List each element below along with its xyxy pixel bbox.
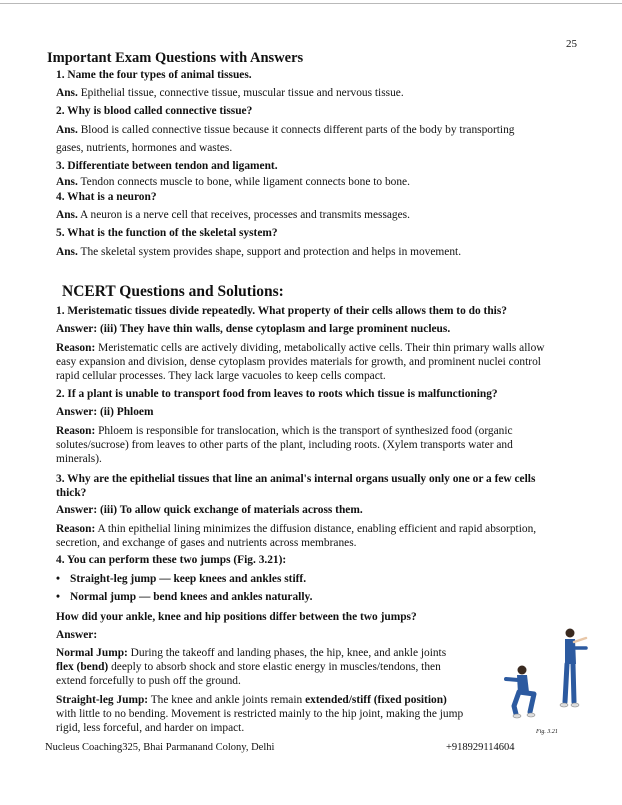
ncert-question-2: 2. If a plant is unable to transport food from leaves to roots which tissue is malfunctioning? — [56, 388, 498, 400]
page-number: 25 — [566, 38, 577, 50]
ncert-reason-3-line2: secretion, and exchange of gases and nutrients across membranes. — [56, 537, 357, 549]
ncert-question-3: 3. Why are the epithelial tissues that line an animal's internal organs usually only one or a few cells — [56, 473, 536, 485]
exam-question-2: 2. Why is blood called connective tissue? — [56, 105, 253, 117]
ncert-answer-3: Answer: (iii) To allow quick exchange of materials across them. — [56, 504, 363, 516]
exam-question-4: 4. What is a neuron? — [56, 191, 157, 203]
ncert-answer-4-label: Answer: — [56, 629, 98, 641]
ncert-reason-1-line3: rapid cellular processes. They lack large vacuoles to keep cells compact. — [56, 370, 386, 382]
ncert-reason-3: Reason: A thin epithelial lining minimizes the diffusion distance, enabling efficient and rapid absorption, — [56, 523, 537, 535]
jump-figure-illustration — [500, 622, 595, 727]
normal-jump-answer: Normal Jump: During the takeoff and landing phases, the hip, knee, and ankle joints — [56, 647, 447, 659]
ncert-question-1: 1. Meristematic tissues divide repeatedly. What property of their cells allows them to do this? — [56, 305, 507, 317]
top-border-line — [0, 3, 622, 4]
exam-answer-3: Ans. Tendon connects muscle to bone, while ligament connects bone to bone. — [56, 176, 410, 188]
straight-jump-answer: Straight-leg Jump: The knee and ankle joints remain extended/stiff (fixed position) — [56, 694, 447, 706]
exam-question-3: 3. Differentiate between tendon and ligament. — [56, 160, 278, 172]
normal-jump-answer-line2: flex (bend) deeply to absorb shock and store elastic energy in muscles/tendons, then — [56, 661, 441, 673]
section-title-exam-questions: Important Exam Questions with Answers — [47, 50, 304, 66]
squatting-person-icon — [506, 666, 535, 719]
exam-answer-1: Ans. Epithelial tissue, connective tissue, muscular tissue and nervous tissue. — [56, 87, 404, 99]
straight-jump-answer-line3: rigid, less forceful, and harder on impact. — [56, 722, 245, 734]
ncert-question-4: 4. You can perform these two jumps (Fig. 3.21): — [56, 554, 287, 566]
bullet-normal-jump: • Normal jump — bend knees and ankles naturally. — [56, 591, 313, 603]
footer-address: Nucleus Coaching325, Bhai Parmanand Colony, Delhi — [45, 742, 275, 753]
ncert-question-3-line2: thick? — [56, 487, 87, 499]
ncert-reason-2: Reason: Phloem is responsible for translocation, which is the transport of synthesized food (organic — [56, 425, 513, 437]
bullet-straight-leg-jump: • Straight-leg jump — keep knees and ankles stiff. — [56, 573, 307, 585]
ncert-answer-2: Answer: (ii) Phloem — [56, 406, 154, 418]
ncert-reason-2-line3: minerals). — [56, 453, 102, 465]
exam-answer-4: Ans. A neuron is a nerve cell that receives, processes and transmits messages. — [56, 209, 410, 221]
footer-phone: +918929114604 — [446, 742, 515, 753]
ncert-question-4-sub: How did your ankle, knee and hip positions differ between the two jumps? — [56, 611, 417, 623]
exam-question-5: 5. What is the function of the skeletal system? — [56, 227, 278, 239]
exam-question-1: 1. Name the four types of animal tissues. — [56, 69, 252, 81]
straight-jump-answer-line2: with little to no bending. Movement is restricted mainly to the hip joint, making the jump — [56, 708, 464, 720]
figure-caption: Fig. 3.21 — [536, 729, 558, 735]
exam-answer-5: Ans. The skeletal system provides shape, support and protection and helps in movement. — [56, 246, 462, 258]
exam-answer-2: Ans. Blood is called connective tissue because it connects different parts of the body by transporting — [56, 124, 515, 136]
ncert-reason-1: Reason: Meristematic cells are actively dividing, metabolically active cells. Their thin primary walls allow — [56, 342, 545, 354]
ncert-reason-1-line2: easy expansion and division, dense cytoplasm provides materials for growth, and prominent nuclei control — [56, 356, 541, 368]
ncert-answer-1: Answer: (iii) They have thin walls, dense cytoplasm and large prominent nucleus. — [56, 323, 451, 335]
ncert-reason-2-line2: solutes/sucrose) from leaves to other parts of the plant, including roots. (Xylem transports water and — [56, 439, 513, 451]
section-title-ncert: NCERT Questions and Solutions: — [62, 283, 284, 300]
normal-jump-answer-line3: extend forcefully to push off the ground. — [56, 675, 241, 687]
exam-answer-2-cont: gases, nutrients, hormones and wastes. — [56, 142, 233, 154]
standing-person-icon — [560, 629, 586, 708]
